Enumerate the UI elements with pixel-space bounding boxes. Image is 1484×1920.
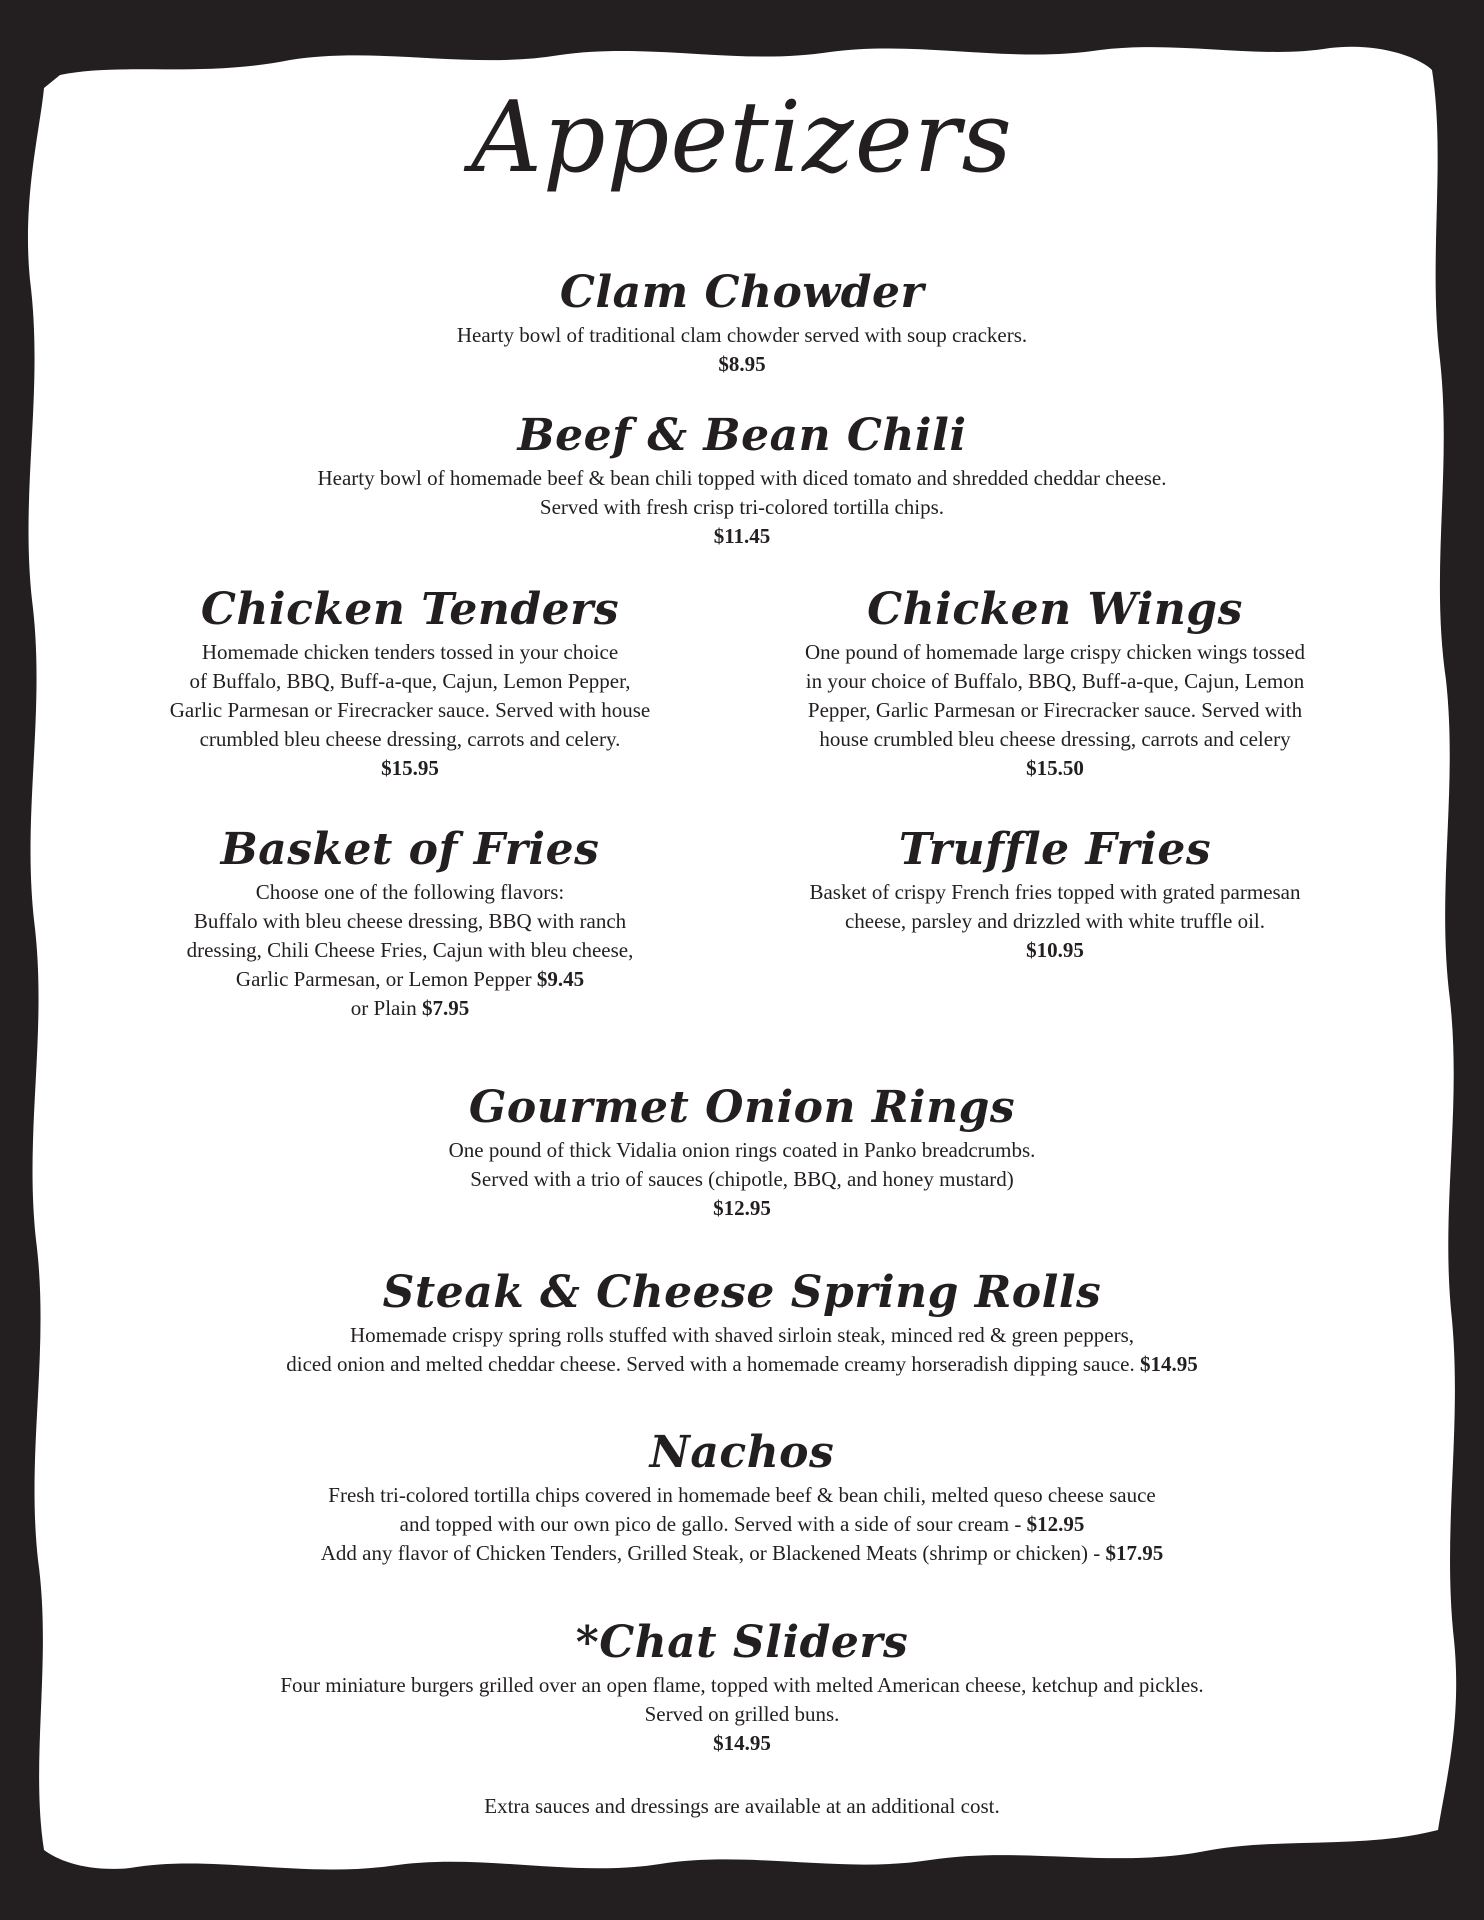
menu-item-clam-chowder <box>100 265 1384 379</box>
item-name: Chicken Tenders <box>200 584 620 635</box>
desc-line: Pepper, Garlic Parmesan or Firecracker sauce. Served with <box>807 698 1303 722</box>
item-name: Nachos <box>649 1427 835 1478</box>
item-price: $12.95 <box>1026 1512 1085 1536</box>
item-name: Chicken Wings <box>867 584 1243 635</box>
item-price: $15.50 <box>1026 756 1084 780</box>
desc-line: Garlic Parmesan or Firecracker sauce. Served with house <box>169 698 651 722</box>
desc-line: Hearty bowl of traditional clam chowder served with soup crackers. <box>456 323 1028 347</box>
item-name: Beef & Bean Chili <box>517 410 967 461</box>
desc-line: Homemade chicken tenders tossed in your choice <box>201 640 619 664</box>
desc-text: and topped with our own pico de gallo. Served with a side of sour cream - <box>399 1512 1022 1536</box>
item-name: Basket of Fries <box>220 824 600 875</box>
desc-line: One pound of homemade large crispy chicken wings tossed <box>805 640 1305 664</box>
item-name: Gourmet Onion Rings <box>468 1082 1016 1133</box>
desc-line: Fresh tri-colored tortilla chips covered in homemade beef & bean chili, melted queso cheese sauce <box>328 1483 1156 1507</box>
footer-note: Extra sauces and dressings are available at an additional cost. <box>484 1794 1000 1818</box>
menu-item-chicken-wings <box>740 582 1370 783</box>
desc-line: Four miniature burgers grilled over an open flame, topped with melted American cheese, ketchup and pickles. <box>280 1673 1204 1697</box>
desc-line: Hearty bowl of homemade beef & bean chili topped with diced tomato and shredded cheddar cheese. <box>317 466 1167 490</box>
item-price: $14.95 <box>713 1731 771 1755</box>
menu-item-truffle-fries <box>740 822 1370 965</box>
menu-item-spring-rolls <box>100 1265 1384 1379</box>
item-price: $7.95 <box>421 996 470 1020</box>
item-price: $10.95 <box>1026 938 1084 962</box>
item-description <box>100 1481 1384 1568</box>
item-description <box>740 878 1370 936</box>
item-description <box>740 638 1370 754</box>
menu-item-chicken-tenders <box>100 582 720 783</box>
item-description <box>100 638 720 754</box>
item-name: Truffle Fries <box>898 824 1212 875</box>
desc-line: Choose one of the following flavors: <box>255 880 565 904</box>
desc-line: house crumbled bleu cheese dressing, carrots and celery <box>819 727 1291 751</box>
desc-text: Add any flavor of Chicken Tenders, Grilled Steak, or Blackened Meats (shrimp or chicken) - <box>320 1541 1101 1565</box>
item-price: $11.45 <box>713 524 771 548</box>
item-description <box>100 1136 1384 1194</box>
desc-line: in your choice of Buffalo, BBQ, Buff-a-que, Cajun, Lemon <box>805 669 1305 693</box>
menu-item-onion-rings <box>100 1080 1384 1223</box>
menu-item-chat-sliders <box>100 1615 1384 1758</box>
desc-line <box>100 994 720 1023</box>
desc-text: or Plain <box>350 996 417 1020</box>
desc-line: dressing, Chili Cheese Fries, Cajun with bleu cheese, <box>186 938 634 962</box>
item-name: Clam Chowder <box>559 267 925 318</box>
item-price: $8.95 <box>718 352 766 376</box>
item-description <box>100 1671 1384 1729</box>
desc-line <box>100 1350 1384 1379</box>
desc-line: Basket of crispy French fries topped with grated parmesan <box>809 880 1301 904</box>
item-price: $9.45 <box>536 967 585 991</box>
item-price: $17.95 <box>1105 1541 1164 1565</box>
desc-line <box>100 1539 1384 1568</box>
item-description <box>100 878 720 1023</box>
menu-item-nachos <box>100 1425 1384 1568</box>
item-name: Steak & Cheese Spring Rolls <box>382 1267 1102 1318</box>
desc-line: Served with fresh crisp tri-colored tortilla chips. <box>539 495 945 519</box>
desc-text: diced onion and melted cheddar cheese. Served with a homemade creamy horseradish dipping sauce. <box>286 1352 1135 1376</box>
item-description <box>100 1321 1384 1379</box>
desc-line: Homemade crispy spring rolls stuffed with shaved sirloin steak, minced red & green peppers, <box>349 1323 1134 1347</box>
item-name: *Chat Sliders <box>575 1617 909 1668</box>
desc-line: crumbled bleu cheese dressing, carrots and celery. <box>199 727 621 751</box>
desc-text: Garlic Parmesan, or Lemon Pepper <box>235 967 532 991</box>
desc-line <box>100 1510 1384 1539</box>
desc-line: One pound of thick Vidalia onion rings coated in Panko breadcrumbs. <box>448 1138 1036 1162</box>
desc-line: of Buffalo, BBQ, Buff-a-que, Cajun, Lemon Pepper, <box>189 669 631 693</box>
item-description <box>100 464 1384 522</box>
desc-line: Served with a trio of sauces (chipotle, BBQ, and honey mustard) <box>470 1167 1014 1191</box>
item-price: $14.95 <box>1139 1352 1198 1376</box>
desc-line: cheese, parsley and drizzled with white truffle oil. <box>844 909 1266 933</box>
menu-item-basket-of-fries <box>100 822 720 1023</box>
item-description <box>100 321 1384 350</box>
desc-line: Buffalo with bleu cheese dressing, BBQ with ranch <box>193 909 627 933</box>
page-title: Appetizers <box>471 81 1013 195</box>
desc-line <box>100 965 720 994</box>
item-price: $15.95 <box>381 756 439 780</box>
item-price: $12.95 <box>713 1196 771 1220</box>
menu-item-beef-bean-chili <box>100 408 1384 551</box>
desc-line: Served on grilled buns. <box>644 1702 840 1726</box>
